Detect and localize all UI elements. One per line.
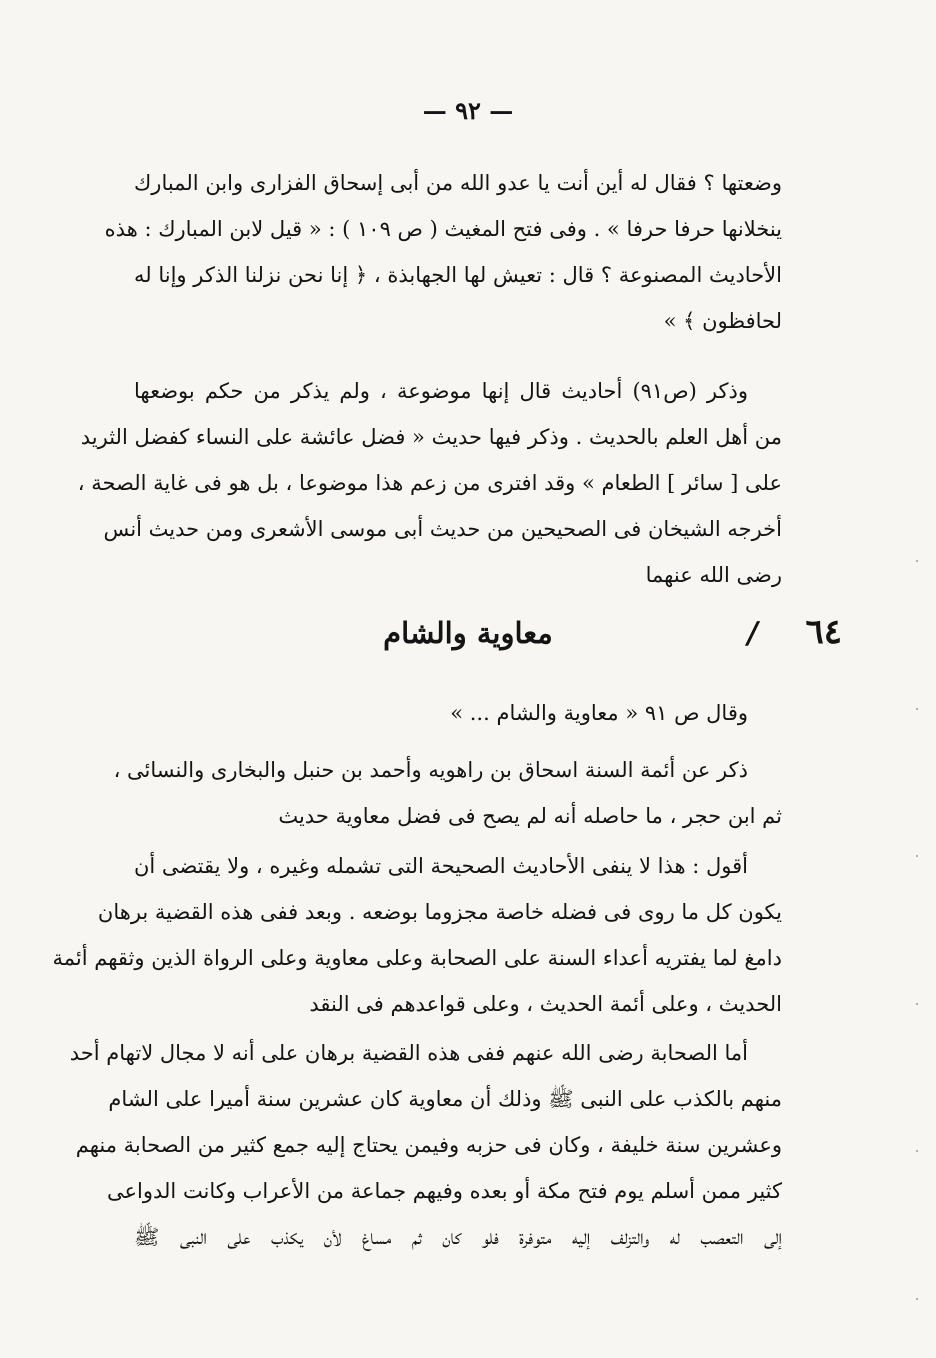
section-heading: معاوية والشام [383, 616, 553, 650]
text-line: ثم ابن حجر ، ما حاصله أنه لم يصح فى فضل معاوية حديث [278, 804, 782, 828]
text-line: يكون كل ما روى فى فضله خاصة مجزوما بوضعه . وبعد ففى هذه القضية برهان [97, 900, 782, 924]
speckle [916, 1298, 918, 1300]
text-line: على [ سائر ] الطعام » وقد افترى من زعم هذا موضوعا ، بل هو فى غاية الصحة ، [77, 471, 782, 495]
speckle [916, 1150, 918, 1152]
speckle [916, 855, 918, 857]
speckle [916, 1003, 918, 1005]
text-line: كثير ممن أسلم يوم فتح مكة أو بعده وفيهم جماعة من الأعراب وكانت الدواعى [107, 1179, 782, 1203]
text-line: وضعتها ؟ فقال له أين أنت يا عدو الله من أبى إسحاق الفزارى وابن المبارك [134, 171, 782, 195]
paragraph-3 [134, 690, 782, 736]
text-line: أخرجه الشيخان فى الصحيحين من حديث أبى موسى الأشعرى ومن حديث أنس [103, 517, 782, 541]
paragraph-6 [69, 1030, 782, 1260]
text-line: ذكر عن أئمة السنة اسحاق بن راهويه وأحمد بن حنبل والبخارى والنسائى ، [113, 758, 748, 782]
text-line: لحافظون ﴾ » [663, 309, 782, 333]
text-line: دامغ لما يفتريه أعداء السنة على الصحابة وعلى معاوية وعلى الرواة الذين وثقهم أئمة [52, 946, 782, 970]
paragraph-5 [52, 843, 782, 1027]
text-line: وعشرين سنة خليفة ، وكان فى حزبه وفيمن يحتاج إليه جمع كثير من الصحابة منهم [75, 1133, 782, 1157]
text-line: وقال ص ٩١ « معاوية والشام ... » [450, 701, 748, 725]
text-line: ينخلانها حرفا حرفا » . وفى فتح المغيث ( ص ١٠٩ ) : « قيل لابن المبارك : هذه [104, 217, 782, 241]
text-line: وذكر (ص٩١) أحاديث قال إنها موضوعة ، ولم يذكر من حكم بوضعها [134, 379, 748, 403]
text-line: الأحاديث المصنوعة ؟ قال : تعيش لها الجهابذة ، ﴿ إنا نحن نزلنا الذكر وإنا له [134, 263, 782, 287]
section-number: ٦٤ [805, 612, 842, 652]
text-line: إلى التعصب له والتزلف إليه متوفرة فلو كان ثم مساغ لأن يكذب على النبى ﷺ [134, 1225, 782, 1249]
text-line: أقول : هذا لا ينفى الأحاديث الصحيحة التى تشمله وغيره ، ولا يقتضى أن [134, 854, 748, 878]
text-line: منهم بالكذب على النبى ﷺ وذلك أن معاوية كان عشرين سنة أميرا على الشام [108, 1087, 782, 1111]
text-line: الحديث ، وعلى أئمة الحديث ، وعلى قواعدهم فى النقد [309, 992, 782, 1016]
page-number: — ٩٢ — [422, 96, 514, 125]
speckle [916, 560, 918, 562]
paragraph-4 [113, 747, 782, 839]
speckle [916, 708, 918, 710]
paragraph-1 [104, 160, 782, 344]
margin-speckles [912, 560, 918, 1300]
text-line: من أهل العلم بالحديث . وذكر فيها حديث « فضل عائشة على النساء كفضل الثريد [80, 425, 782, 449]
paragraph-2 [77, 368, 782, 598]
section-slash: / [743, 616, 762, 651]
text-line: أما الصحابة رضى الله عنهم ففى هذه القضية برهان على أنه لا مجال لاتهام أحد [69, 1041, 748, 1065]
text-line: رضى الله عنهما [645, 563, 782, 587]
